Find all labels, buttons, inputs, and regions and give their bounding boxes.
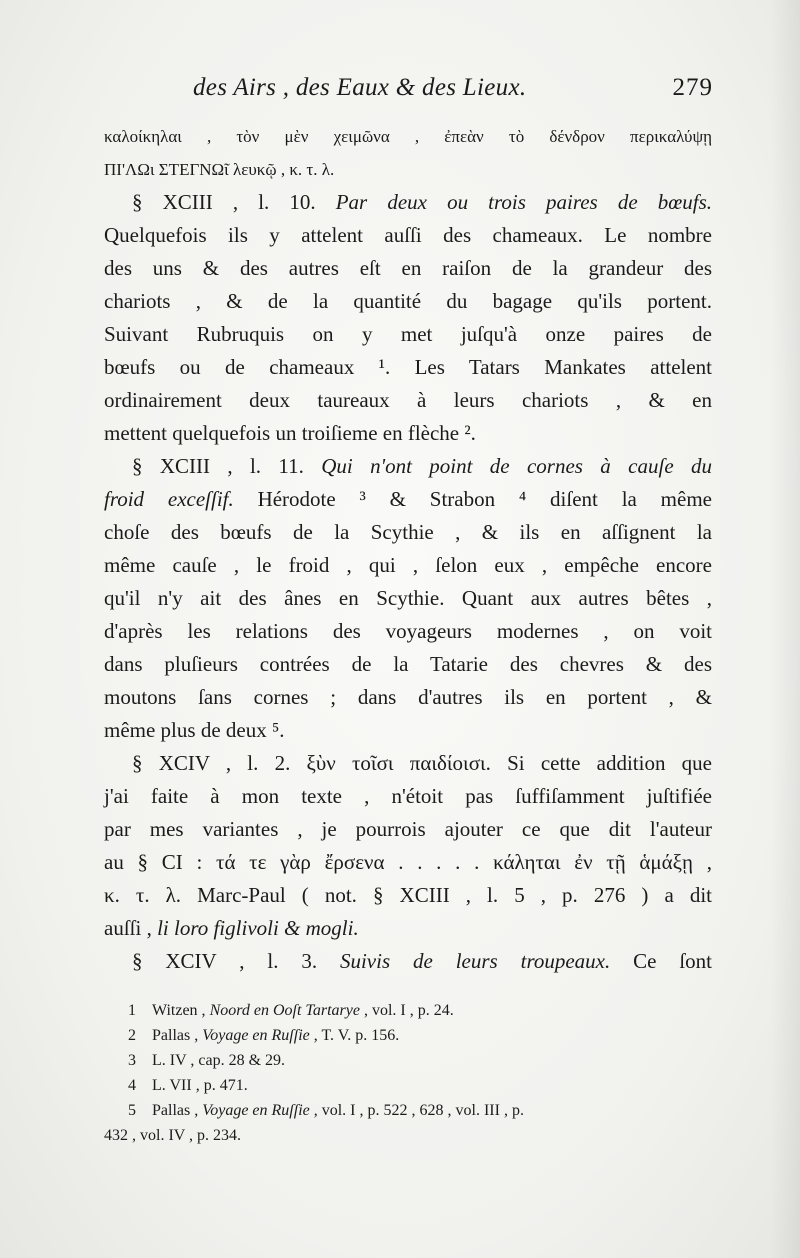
running-title: des Airs , des Eaux & des Lieux. (193, 74, 527, 101)
footnotes (104, 998, 712, 1148)
italic-phrase: Suivis de leurs troupeaux. (339, 949, 611, 973)
text-line: choſe des bœufs de la Scythie , & ils en aſſignent la (104, 520, 712, 544)
italic-phrase: Voyage en Ruſſie (202, 1102, 310, 1119)
footnote: 5 Pallas , Voyage en Ruſſie , vol. I , p. 522 , 628 , vol. III , p. (128, 1098, 712, 1123)
page-edge-shadow (770, 0, 800, 1258)
text-line: ordinairement deux taureaux à leurs chariots , & en (104, 388, 712, 412)
text-line: par mes variantes , je pourrois ajouter ce que dit l'auteur (104, 817, 712, 841)
italic-phrase: Par deux ou trois paires de bœufs. (335, 190, 712, 214)
text-line: auſſi , li loro figlivoli & mogli. (104, 916, 359, 940)
footnote-mark: 3 (128, 1052, 136, 1069)
text-line: καλοίκηλαι , τὸν μὲν χειμῶνα , ἐπεὰν τὸ δένδρον περικαλύψῃ (104, 127, 712, 146)
footnote-mark: 2 (128, 1027, 136, 1044)
text-line: qu'il n'y ait des ânes en Scythie. Quant aux autres bêtes , (104, 586, 712, 610)
footnote-mark: 5 (128, 1102, 136, 1119)
footnote (128, 1048, 712, 1073)
footnote-mark: 4 (128, 1077, 136, 1094)
text-line: chariots , & de la quantité du bagage qu'ils portent. (104, 289, 712, 313)
footnote: 1 Witzen , Noord en Ooſt Tartarye , vol. I , p. 24. (128, 998, 712, 1023)
italic-phrase: Voyage en Ruſſie (202, 1027, 310, 1044)
text-line: j'ai faite à mon texte , n'étoit pas ſuffiſamment juſtifiée (104, 784, 712, 808)
text-line: au § CI : τά τε γὰρ ἔρσενα . . . . . κάληται ἐν τῇ ἁμάξῃ , (104, 850, 712, 874)
text-line: des uns & des autres eſt en raiſon de la grandeur des (104, 256, 712, 280)
text-line: κ. τ. λ. Marc-Paul ( not. § XCIII , l. 5 , p. 276 ) a dit (104, 883, 712, 907)
text-line: § XCIII , l. 11. Qui n'ont point de cornes à cauſe du (132, 454, 712, 478)
body-text (104, 120, 712, 978)
text-line: mettent quelquefois un troiſieme en flèche ². (104, 421, 476, 445)
italic-phrase: Qui n'ont point de cornes à cauſe du (321, 454, 712, 478)
footnote: 2 Pallas , Voyage en Ruſſie , T. V. p. 156. (128, 1023, 712, 1048)
footnote-continuation: 432 , vol. IV , p. 234. (104, 1127, 242, 1144)
text-line: Suivant Rubruquis on y met juſqu'à onze paires de (104, 322, 712, 346)
text-line: même cauſe , le froid , qui , ſelon eux , empêche encore (104, 553, 712, 577)
footnote-text: L. VII , p. 471. (152, 1077, 248, 1094)
italic-phrase: li loro figlivoli & mogli. (157, 916, 359, 940)
italic-phrase: Noord en Ooſt Tartarye (209, 1002, 360, 1019)
text-line: bœufs ou de chameaux ¹. Les Tatars Mankates attelent (104, 355, 712, 379)
page-number: 279 (672, 74, 713, 101)
text-line: ΠΙ'ΛΩι ΣΤΕΓΝΩ̃ι λευκῷ , κ. τ. λ. (104, 160, 335, 179)
text-line: dans pluſieurs contrées de la Tatarie des chevres & des (104, 652, 712, 676)
page-header (193, 74, 713, 114)
footnote (128, 1073, 712, 1098)
text-line: d'après les relations des voyageurs modernes , on voit (104, 619, 712, 643)
italic-phrase: froid exceſſif. (104, 487, 234, 511)
text-line: froid exceſſif. Hérodote ³ & Strabon ⁴ diſent la même (104, 487, 712, 511)
text-line: Quelquefois ils y attelent auſſi des chameaux. Le nombre (104, 223, 712, 247)
text-line: moutons ſans cornes ; dans d'autres ils en portent , & (104, 685, 712, 709)
text-line: § XCIII , l. 10. Par deux ou trois paires de bœufs. (132, 190, 712, 214)
footnote-mark: 1 (128, 1002, 136, 1019)
text-line: même plus de deux ⁵. (104, 718, 285, 742)
text-line: § XCIV , l. 3. Suivis de leurs troupeaux. Ce ſont (132, 949, 712, 973)
text-line: § XCIV , l. 2. ξὺν τοῖσι παιδίοισι. Si cette addition que (132, 751, 712, 775)
footnote-text: L. IV , cap. 28 & 29. (152, 1052, 286, 1069)
